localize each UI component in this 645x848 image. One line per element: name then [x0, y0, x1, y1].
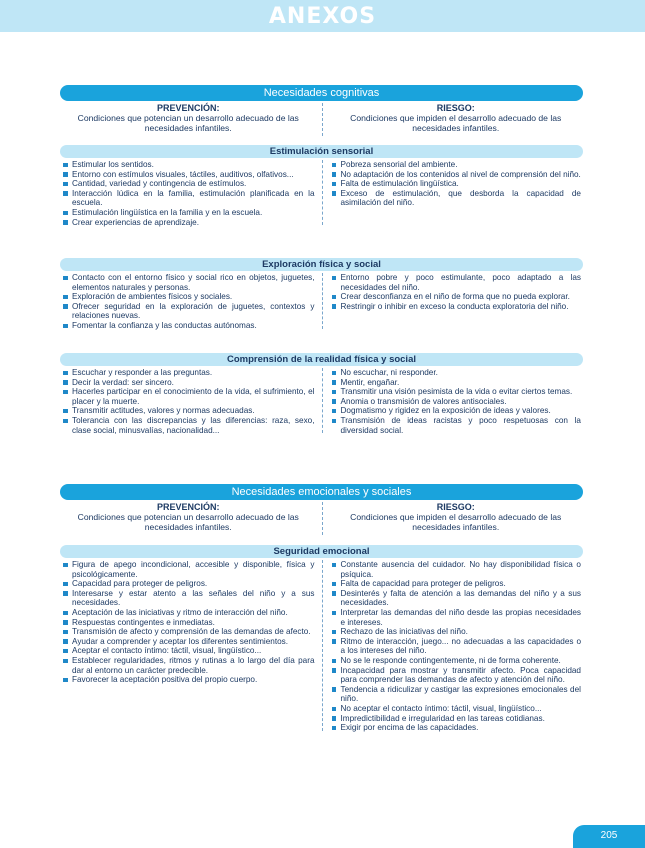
list-item: Ofrecer seguridad en la exploración de juguetes, contextos y relaciones nuevas.: [62, 302, 315, 321]
emotional-column-heads: [60, 500, 583, 537]
list-item: Capacidad para proteger de peligros.: [62, 579, 315, 589]
prevention-heading: [60, 101, 322, 138]
subsection-title: Comprensión de la realidad física y social: [60, 353, 583, 366]
risk-list: [331, 158, 582, 208]
list-item: Ritmo de interacción, juego... no adecuadas a las capacidades o a los intereses del niño.: [331, 637, 582, 656]
prevention-list: [62, 366, 315, 435]
list-item: Desinterés y falta de atención a las demandas del niño y a sus necesidades.: [331, 589, 582, 608]
list-item: Aceptación de las iniciativas y ritmo de interacción del niño.: [62, 608, 315, 618]
list-item: Fomentar la confianza y las conductas autónomas.: [62, 321, 315, 331]
risk-description: Condiciones que impiden el desarrollo adecuado de las necesidades infantiles.: [350, 512, 562, 532]
list-item: Exploración de ambientes físicos y sociales.: [62, 292, 315, 302]
list-item: Falta de capacidad para proteger de peligros.: [331, 579, 582, 589]
list-item: Entorno pobre y poco estimulante, poco adaptado a las necesidades del niño.: [331, 273, 582, 292]
subsection-title: Estimulación sensorial: [60, 145, 583, 158]
prevention-list: [62, 271, 315, 331]
risk-list: [331, 271, 582, 311]
list-item: Restringir o inhibir en exceso la conducta exploratoria del niño.: [331, 302, 582, 312]
risk-list: [331, 558, 582, 733]
risk-heading: [322, 500, 584, 537]
prevention-description: Condiciones que potencian un desarrollo adecuado de las necesidades infantiles.: [77, 512, 299, 532]
list-item: Transmisión de ideas racistas y poco respetuosas con la diversidad social.: [331, 416, 582, 435]
list-item: Aceptar el contacto íntimo: táctil, visual, lingüístico...: [62, 646, 315, 656]
top-banner: [0, 0, 645, 32]
prevention-heading: [60, 500, 322, 537]
list-item: Cantidad, variedad y contingencia de estímulos.: [62, 179, 315, 189]
list-item: Incapacidad para mostrar y transmitir afecto. Poca capacidad para comprender las demandas de afecto y atención del niño.: [331, 666, 582, 685]
list-item: No se le responde contingentemente, ni de forma coherente.: [331, 656, 582, 666]
list-item: Ayudar a comprender y aceptar los diferentes sentimientos.: [62, 637, 315, 647]
prevention-description: Condiciones que potencian un desarrollo adecuado de las necesidades infantiles.: [77, 113, 299, 133]
list-item: No adaptación de los contenidos al nivel de comprensión del niño.: [331, 170, 582, 180]
list-item: Rechazo de las iniciativas del niño.: [331, 627, 582, 637]
risk-heading: [322, 101, 584, 138]
list-item: Transmitir una visión pesimista de la vida o evitar ciertos temas.: [331, 387, 582, 397]
list-item: Figura de apego incondicional, accesible y disponible, física y psicológicamente.: [62, 560, 315, 579]
list-item: Crear desconfianza en el niño de forma que no pueda explorar.: [331, 292, 582, 302]
list-item: Transmisión de afecto y comprensión de las demandas de afecto.: [62, 627, 315, 637]
cognitive-column-heads: [60, 101, 583, 138]
list-item: Hacerles participar en el conocimiento de la vida, el sufrimiento, el placer y la muerte.: [62, 387, 315, 406]
list-item: Tolerancia con las discrepancias y las diferencias: raza, sexo, clase social, minusvalías, nacionalidad...: [62, 416, 315, 435]
list-item: Falta de estimulación lingüística.: [331, 179, 582, 189]
emotional-section-title: Necesidades emocionales y sociales: [60, 484, 583, 500]
subsection-title: Seguridad emocional: [60, 545, 583, 558]
list-item: Entorno con estímulos visuales, táctiles, auditivos, olfativos...: [62, 170, 315, 180]
page-number: 205: [573, 825, 645, 848]
list-item: Exigir por encima de las capacidades.: [331, 723, 582, 733]
subsection-title: Exploración física y social: [60, 258, 583, 271]
list-item: Decir la verdad: ser sincero.: [62, 378, 315, 388]
prevention-list: [62, 158, 315, 227]
list-item: No escuchar, ni responder.: [331, 368, 582, 378]
list-item: Escuchar y responder a las preguntas.: [62, 368, 315, 378]
prevention-label: PREVENCIÓN:: [156, 502, 220, 512]
subsection-exploration: [60, 258, 583, 331]
list-item: Interpretar las demandas del niño desde las propias necesidades e intereses.: [331, 608, 582, 627]
risk-label: RIESGO:: [436, 502, 475, 512]
subsection-comprehension: [60, 353, 583, 435]
list-item: Establecer regularidades, ritmos y rutinas a lo largo del día para dar al entorno un carácter predecible.: [62, 656, 315, 675]
list-item: Mentir, engañar.: [331, 378, 582, 388]
risk-list: [331, 366, 582, 435]
list-item: Transmitir actitudes, valores y normas adecuadas.: [62, 406, 315, 416]
risk-description: Condiciones que impiden el desarrollo adecuado de las necesidades infantiles.: [350, 113, 562, 133]
emotional-header-block: [60, 484, 583, 537]
cognitive-header-block: [60, 85, 583, 138]
prevention-list: [62, 558, 315, 685]
list-item: Tendencia a ridiculizar y castigar las expresiones emocionales del niño.: [331, 685, 582, 704]
list-item: Anomia o transmisión de valores antisociales.: [331, 397, 582, 407]
list-item: Estimular los sentidos.: [62, 160, 315, 170]
cognitive-section-title: Necesidades cognitivas: [60, 85, 583, 101]
list-item: No aceptar el contacto íntimo: táctil, visual, lingüístico...: [331, 704, 582, 714]
list-item: Constante ausencia del cuidador. No hay disponibilidad física o psíquica.: [331, 560, 582, 579]
prevention-label: PREVENCIÓN:: [156, 103, 220, 113]
list-item: Exceso de estimulación, que desborda la capacidad de asimilación del niño.: [331, 189, 582, 208]
list-item: Dogmatismo y rigidez en la exposición de ideas y valores.: [331, 406, 582, 416]
list-item: Interacción lúdica en la familia, estimulación planificada en la escuela.: [62, 189, 315, 208]
list-item: Respuestas contingentes e inmediatas.: [62, 618, 315, 628]
list-item: Favorecer la aceptación positiva del propio cuerpo.: [62, 675, 315, 685]
list-item: Contacto con el entorno físico y social rico en objetos, juguetes, elementos naturales y personas.: [62, 273, 315, 292]
subsection-emotional-security: [60, 545, 583, 733]
risk-label: RIESGO:: [436, 103, 475, 113]
list-item: Pobreza sensorial del ambiente.: [331, 160, 582, 170]
subsection-stimulation: [60, 145, 583, 227]
list-item: Estimulación lingüística en la familia y en la escuela.: [62, 208, 315, 218]
list-item: Impredictibilidad e irregularidad en las tareas cotidianas.: [331, 714, 582, 724]
page-title: ANEXOS: [268, 4, 377, 29]
list-item: Crear experiencias de aprendizaje.: [62, 218, 315, 228]
list-item: Interesarse y estar atento a las señales del niño y a sus necesidades.: [62, 589, 315, 608]
